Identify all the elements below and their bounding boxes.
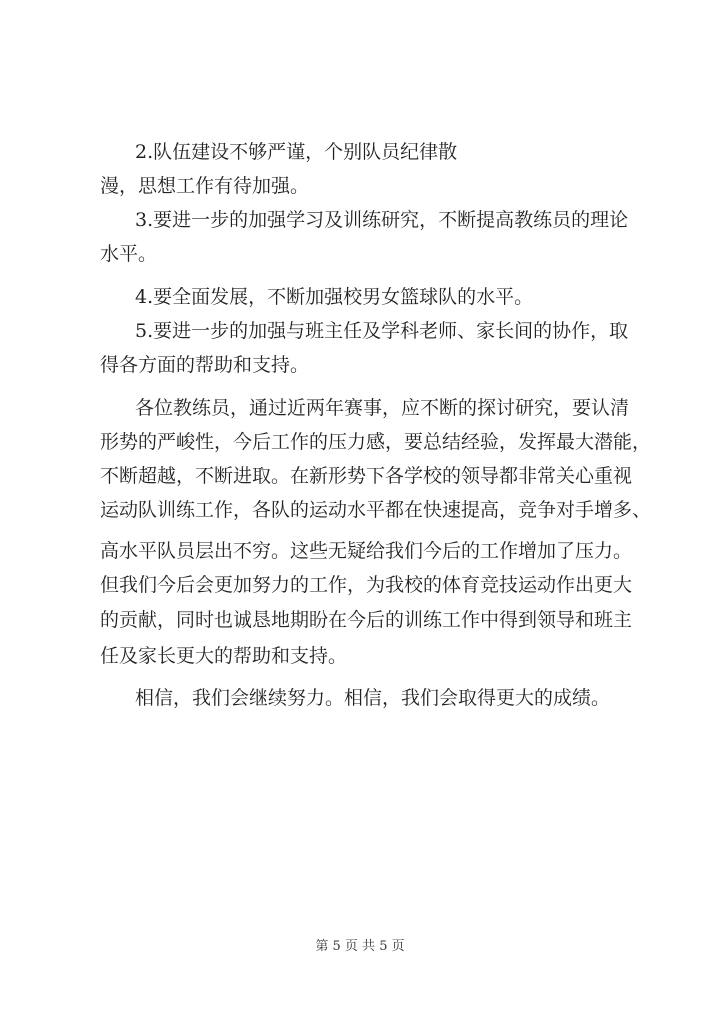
text-line-7: 得各方面的帮助和支持。 <box>100 354 310 376</box>
text-line-16: 相信，我们会继续努力。相信，我们会取得更大的成绩。 <box>135 687 611 709</box>
text-line-5: 4.要全面发展，不断加强校男女篮球队的水平。 <box>135 286 534 308</box>
text-line-2: 漫，思想工作有待加强。 <box>100 175 310 197</box>
page-number-footer: 第 5 页 共 5 页 <box>315 939 405 954</box>
text-line-6: 5.要进一步的加强与班主任及学科老师、家长间的协作，取 <box>135 320 629 342</box>
text-line-3: 3.要进一步的加强学习及训练研究，不断提高教练员的理论 <box>135 209 629 231</box>
text-line-13: 但我们今后会更加努力的工作，为我校的体育竞技运动作出更大 <box>100 574 633 596</box>
text-line-1: 2.队伍建设不够严谨，个别队员纪律散 <box>135 141 458 163</box>
text-line-8: 各位教练员，通过近两年赛事，应不断的探讨研究，要认清 <box>135 397 630 419</box>
text-line-14: 的贡献，同时也诚恳地期盼在今后的训练工作中得到领导和班主 <box>100 609 633 631</box>
text-line-4: 水平。 <box>100 243 158 265</box>
text-line-11: 运动队训练工作，各队的运动水平都在快速提高，竞争对手增多、 <box>100 499 652 521</box>
text-line-12: 高水平队员层出不穷。这些无疑给我们今后的工作增加了压力。 <box>100 540 633 562</box>
text-line-15: 任及家长更大的帮助和支持。 <box>100 645 348 667</box>
text-line-9: 形势的严峻性，今后工作的压力感，要总结经验，发挥最大潜能， <box>100 431 652 453</box>
text-line-10: 不断超越，不断进取。在新形势下各学校的领导都非常关心重视 <box>100 465 633 487</box>
